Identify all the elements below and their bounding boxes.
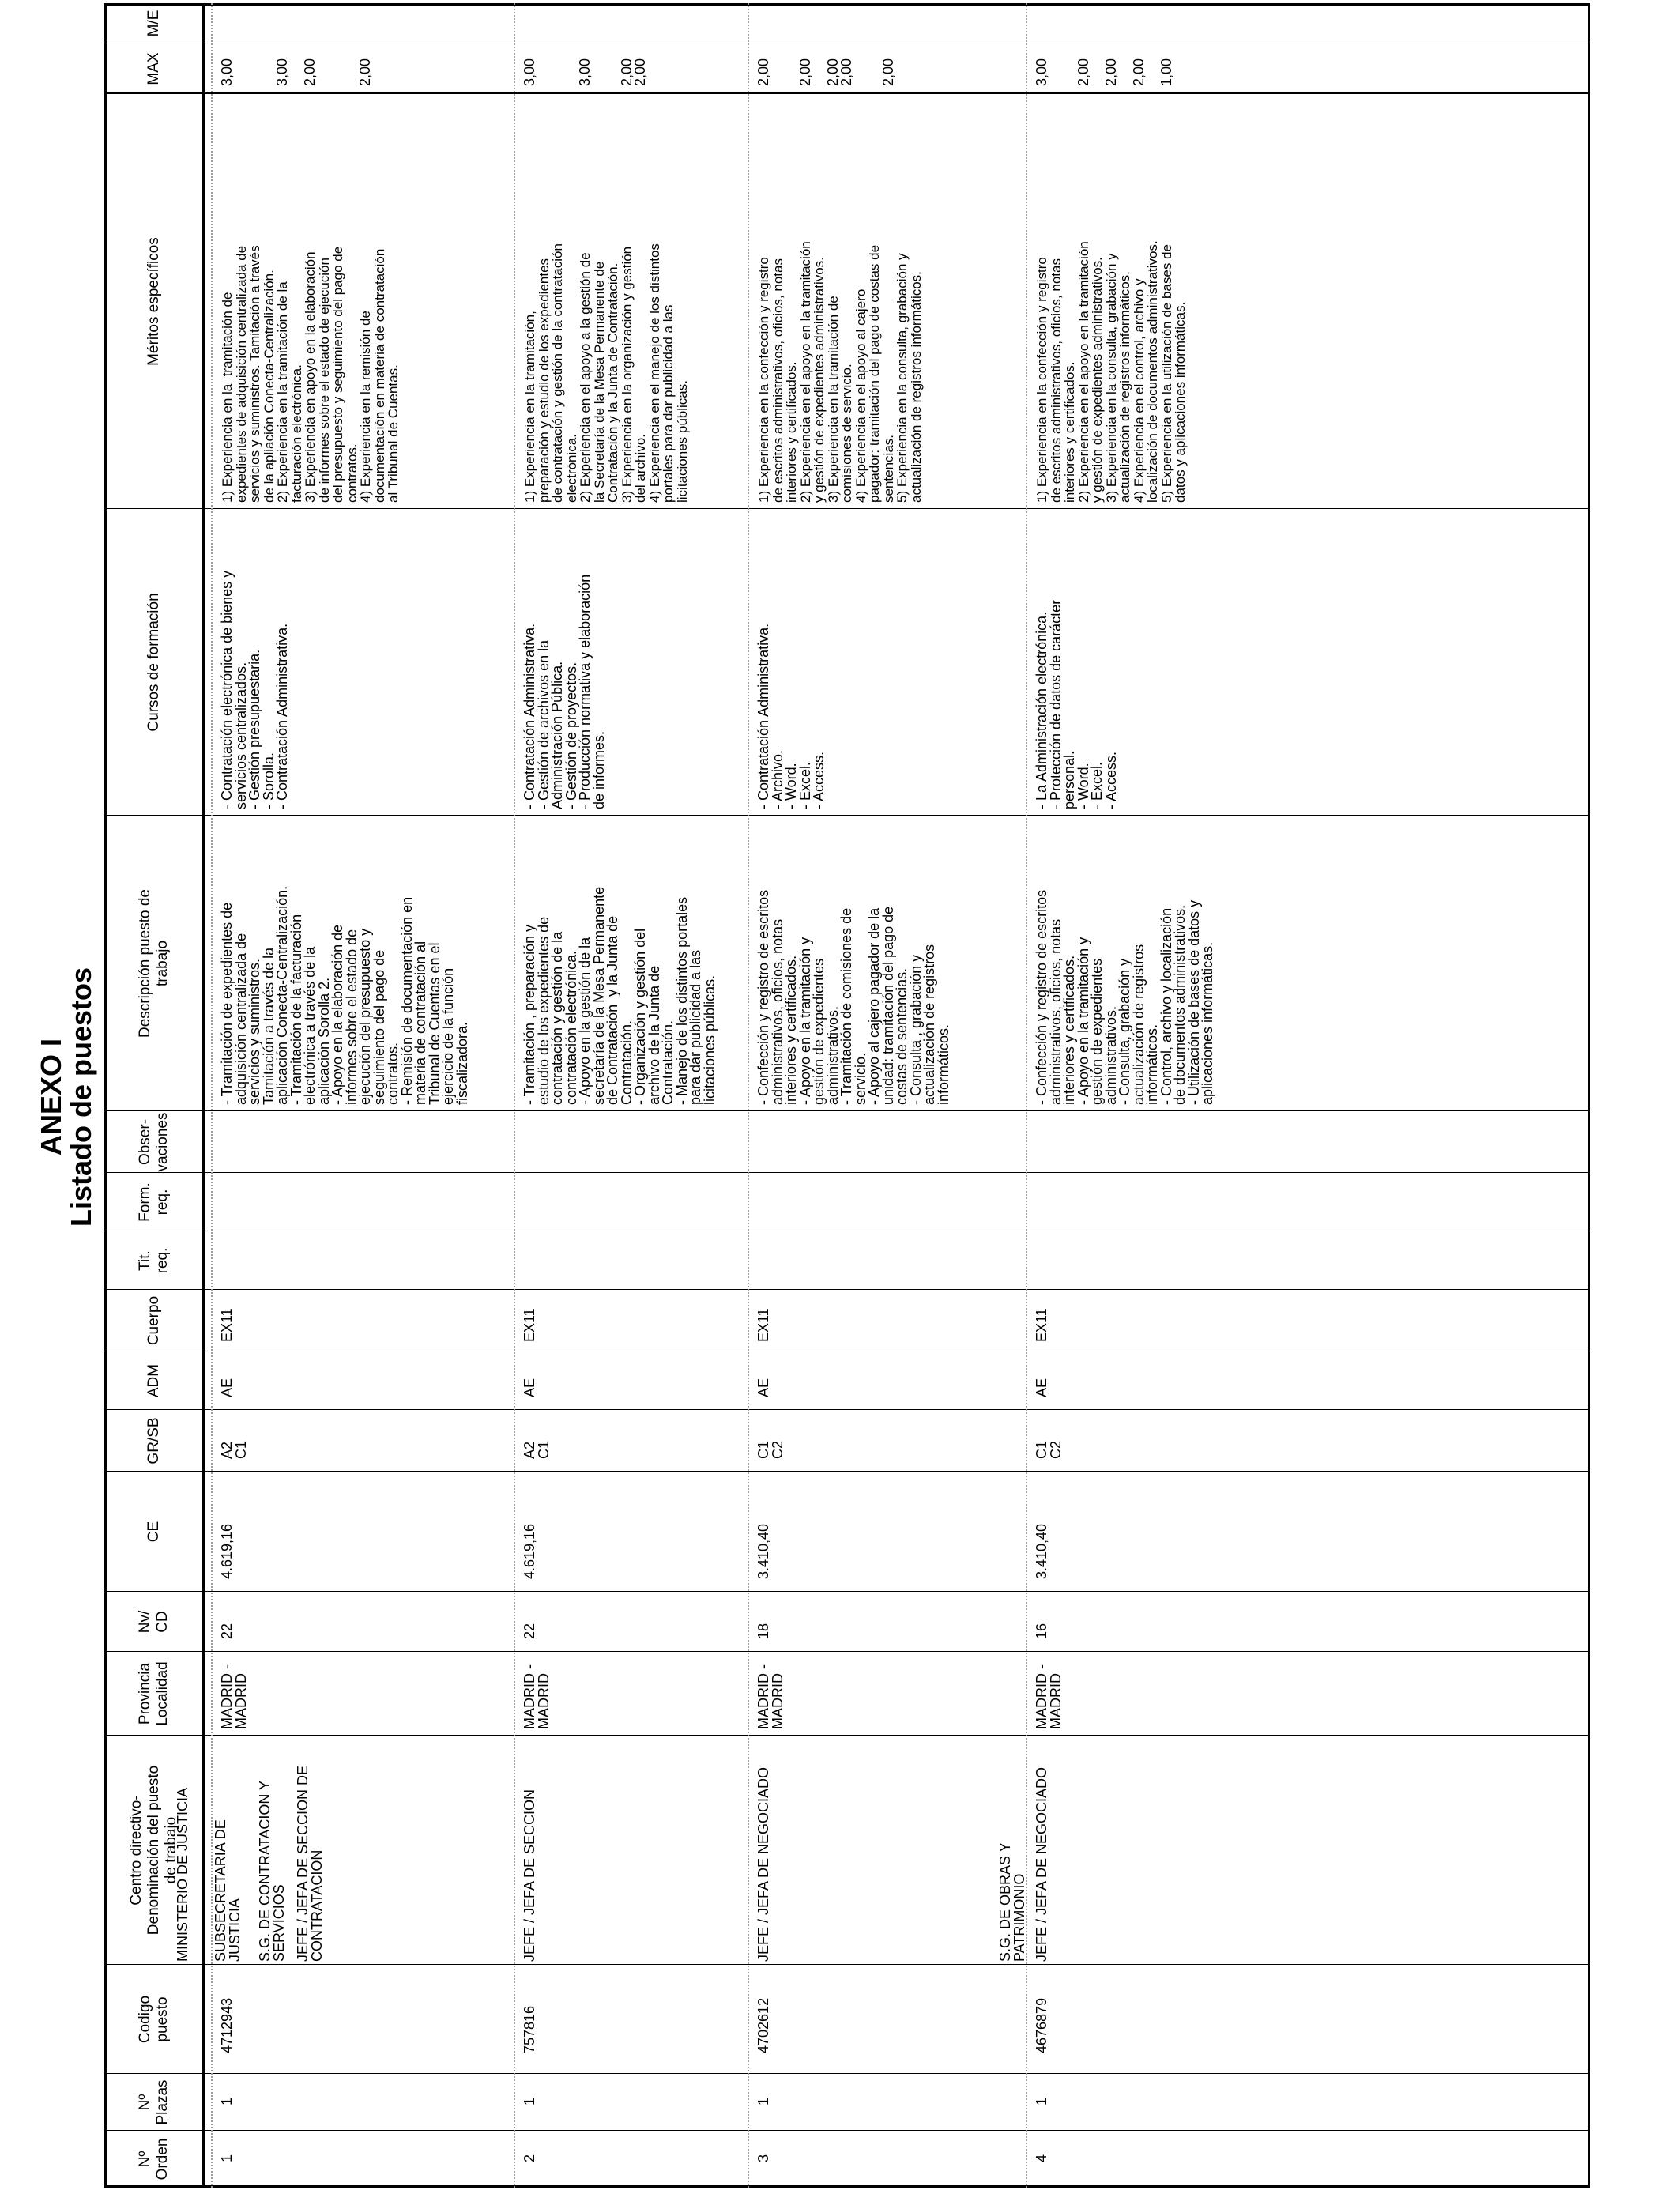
cell-adm: AE bbox=[522, 1378, 537, 1397]
annex-subtitle: Listado de puestos bbox=[65, 967, 97, 1227]
cell-grupo: C1 C2 bbox=[755, 1440, 785, 1459]
max-score: 1,00 bbox=[1158, 58, 1174, 86]
cell-descripcion: - Tramitación , preparación y estudio de los expedientes de contratación y gestión de la contratación electrónica. - Apoyo en la gestión de la secretaría de la Mesa Permanente de Contratación y la Junta de Contratación. - Organización y gestión del archivo de la Junta de Contratación. - Manejo de los distintos portales para dar publicidad a las licitaciones públicas. bbox=[522, 886, 718, 1105]
max-score: 2,00 bbox=[302, 58, 318, 86]
max-score: 3,00 bbox=[522, 58, 537, 86]
cell-provincia: MADRID - MADRID bbox=[1034, 1664, 1064, 1729]
cell-cuerpo: EX11 bbox=[522, 1308, 537, 1342]
centro-line: MINISTERIO DE JUSTICIA bbox=[175, 1787, 190, 1962]
header-titulacion: Tit. req. bbox=[137, 1247, 171, 1274]
column-separator bbox=[104, 815, 1590, 816]
max-score: 2,00 bbox=[797, 58, 813, 86]
table-border-bottom bbox=[1588, 3, 1590, 2188]
centro-line: S.G. DE OBRAS Y PATRIMONIO bbox=[997, 1842, 1027, 1962]
column-separator bbox=[104, 1471, 1590, 1472]
max-score: 2,00 bbox=[824, 58, 841, 86]
cell-orden: 2 bbox=[522, 2154, 537, 2162]
centro-line: SUBSECRETARIA DE JUSTICIA bbox=[213, 1819, 243, 1962]
header-provincia: Provincia Localidad bbox=[137, 1661, 171, 1726]
cell-grupo: C1 C2 bbox=[1034, 1440, 1064, 1459]
centro-line: JEFE / JEFA DE NEGOCIADO bbox=[1034, 1766, 1049, 1962]
table-border-top bbox=[104, 3, 107, 2188]
header-cuerpo: Cuerpo bbox=[145, 1295, 162, 1346]
column-separator bbox=[104, 1964, 1590, 1965]
header-meritos: Méritos específicos bbox=[145, 237, 162, 366]
cell-codigo: 4712943 bbox=[219, 1997, 235, 2053]
cell-nivel: 22 bbox=[219, 1623, 235, 1639]
max-score: 2,00 bbox=[1102, 58, 1119, 86]
cell-plazas: 1 bbox=[219, 2097, 235, 2105]
cell-ce: 3.410,40 bbox=[755, 1523, 771, 1579]
max-score: 3,00 bbox=[219, 58, 235, 86]
column-separator bbox=[104, 1591, 1590, 1592]
cell-orden: 4 bbox=[1034, 2154, 1049, 2162]
cell-provincia: MADRID - MADRID bbox=[219, 1664, 249, 1729]
row-separator bbox=[1026, 3, 1027, 2188]
cell-meritos: 1) Experiencia en la tramitación, preparación y estudio de los expedientes de contratación y gestión de la contratación electrónica. 2) Experiencia en el apoyo a la gestión de la Secretaría de la Mesa Permanente de Contratación y la Junta de Contratación. 3) Experiencia en la organización y gestión del archivo. 4) Experiencia en el manejo de los distintos portales para dar publicidad a las licitaciones públicas. bbox=[522, 243, 690, 503]
cell-plazas: 1 bbox=[755, 2097, 771, 2105]
max-score: 3,00 bbox=[1034, 58, 1049, 86]
centro-line: JEFE / JEFA DE SECCION DE CONTRATACION bbox=[295, 1765, 325, 1962]
row-separator bbox=[514, 3, 515, 2188]
cell-grupo: A2 C1 bbox=[522, 1440, 552, 1459]
annex-title: ANEXO I bbox=[35, 1038, 67, 1156]
cell-ce: 3.410,40 bbox=[1034, 1523, 1049, 1579]
header-grupo: GR/SB bbox=[145, 1417, 162, 1465]
cell-descripcion: - Tramitación de expedientes de adquisición centralizada de servicios y suministros. Tamitación a través de la aplicación Conecta-Centralización. - Tramitación de la facturación electrónica a través de la aplicación Sorolla 2. - Apoyo en la elaboración de informes sobre el estado de ejecución del presupuesto y seguimiento del pago de contratos. - Remisión de documentación en materia de contratación al Tribunal de Cuentas en el ejercicio de la función fiscalizadora. bbox=[219, 885, 470, 1105]
column-separator bbox=[104, 508, 1590, 509]
column-separator bbox=[104, 3, 1590, 6]
header-max: MAX bbox=[145, 52, 162, 85]
cell-ce: 4.619,16 bbox=[522, 1523, 537, 1579]
max-score: 2,00 bbox=[618, 58, 635, 86]
cell-orden: 1 bbox=[219, 2154, 235, 2162]
max-score: 2,00 bbox=[357, 58, 373, 86]
cell-cursos: - Contratación Administrativa. - Archivo. - Word. - Excel. - Access. bbox=[755, 623, 827, 809]
cell-adm: AE bbox=[1034, 1378, 1049, 1397]
header-separator bbox=[202, 3, 205, 2188]
header-formacion: Form. req. bbox=[137, 1182, 171, 1222]
column-separator bbox=[104, 1735, 1590, 1736]
header-codigo: Codigo puesto bbox=[137, 1995, 171, 2044]
cell-adm: AE bbox=[755, 1378, 771, 1397]
centro-line: JEFE / JEFA DE SECCION bbox=[522, 1789, 537, 1962]
cell-nivel: 18 bbox=[755, 1623, 771, 1639]
column-separator bbox=[104, 1110, 1590, 1111]
cell-provincia: MADRID - MADRID bbox=[522, 1664, 552, 1729]
centro-line: S.G. DE CONTRATACION Y SERVICIOS bbox=[257, 1780, 287, 1962]
header-descripcion: Descripción puesto de trabajo bbox=[137, 889, 171, 1038]
column-separator bbox=[104, 1651, 1590, 1652]
header-me: M/E bbox=[145, 9, 162, 37]
cell-cursos: - Contratación Administrativa. - Gestión de archivos en la Administración Pública. - Gestión de proyectos. - Producción normativa y elaboración de informes. bbox=[522, 574, 607, 809]
cell-codigo: 4702612 bbox=[755, 1997, 771, 2053]
max-score: 2,00 bbox=[1075, 58, 1091, 86]
max-score: 3,00 bbox=[577, 58, 593, 86]
cell-meritos: 1) Experiencia en la tramitación de expedientes de adquisición centralizada de servicios y suministros. Tamitación a través de la apliación Conecta-Centralización. 2) Experiencia en la tramitación de la facturación electrónica. 3) Experiencia en apoyo en la elaboración de informes sobre el estado de ejecución del presupuesto y seguimiento del pago de contratos. 4) Experiencia en la remisión de documentación en materia de contratación al Tribunal de Cuentas. bbox=[220, 245, 401, 503]
cell-codigo: 4676879 bbox=[1034, 1997, 1049, 2053]
centro-line: JEFE / JEFA DE NEGOCIADO bbox=[755, 1766, 771, 1962]
cell-nivel: 16 bbox=[1034, 1623, 1049, 1639]
max-score: 2,00 bbox=[755, 58, 771, 86]
cell-cursos: - La Administración electrónica. - Protección de datos de carácter personal. - Word. - Excel. - Access. bbox=[1034, 599, 1119, 809]
header-orden: Nº Orden bbox=[137, 2138, 171, 2181]
cell-meritos: 1) Experiencia en la confección y registro de escritos administrativos, oficios, notas interiores y certificados. 2) Experiencia en el apoyo en la tramitación y gestión de expedientes administrativos. 3) Experiencia en la tramitación de comisiones de servicio. 4) Experiencia en el apoyo al cajero pagador: tramitación del pago de costas de sentencias. 5) Experiencia en la consulta, grabación y actualización de registros informáticos. bbox=[756, 241, 924, 503]
column-separator bbox=[104, 1409, 1590, 1410]
row-separator bbox=[748, 3, 749, 2188]
cell-descripcion: - Confección y registro de escritos administrativos, oficios, notas interiores y certificados. - Apoyo en la tramitación y gestión de expedientes administrativos. - Consulta, grabación y actualización de registros informáticos. - Control, archivo y localización de documentos administrativos. - Utilización de bases de datos y aplicaciones informáticas. bbox=[1034, 889, 1215, 1105]
column-separator bbox=[104, 1289, 1590, 1290]
cell-provincia: MADRID - MADRID bbox=[755, 1664, 785, 1729]
max-score: 2,00 bbox=[632, 58, 648, 86]
max-score: 2,00 bbox=[880, 58, 896, 86]
cell-plazas: 1 bbox=[1034, 2097, 1049, 2105]
cell-descripcion: - Confección y registro de escritos administrativos, oficios, notas interiores y certificados. - Apoyo en la tramitación y gestión de expedientes administrativos. - Tramitación de comisiones de servicio. - Apoyo al cajero pagador de la unidad: tramitación del pago de costas de sentencias. - Consulta , grabación y actualización de registros informáticos. bbox=[755, 889, 951, 1105]
header-ce: CE bbox=[145, 1521, 162, 1543]
header-plazas: Nº Plazas bbox=[137, 2079, 171, 2125]
column-separator bbox=[104, 92, 1590, 94]
cell-cuerpo: EX11 bbox=[219, 1308, 235, 1342]
row-separator bbox=[211, 3, 213, 2188]
page-title bbox=[36, 967, 96, 1227]
cell-cuerpo: EX11 bbox=[755, 1308, 771, 1342]
cell-cuerpo: EX11 bbox=[1034, 1308, 1049, 1342]
cell-codigo: 757816 bbox=[522, 2005, 537, 2053]
positions-table bbox=[104, 3, 1590, 2188]
column-separator bbox=[104, 2185, 1590, 2188]
cell-nivel: 22 bbox=[522, 1623, 537, 1639]
cell-ce: 4.619,16 bbox=[219, 1523, 235, 1579]
column-separator bbox=[104, 2073, 1590, 2074]
header-nivel: Nv/ CD bbox=[137, 1610, 171, 1634]
column-separator bbox=[104, 2130, 1590, 2131]
max-score: 2,00 bbox=[1130, 58, 1147, 86]
cell-plazas: 1 bbox=[522, 2097, 537, 2105]
cell-orden: 3 bbox=[755, 2154, 771, 2162]
cell-cursos: - Contratación electrónica de bienes y servicios centralizados. - Gestión presupuestaria. - Sorolla. - Contratación Administrativa. bbox=[219, 570, 290, 809]
header-centro: Centro directivo- Denominación del puesto de trabajo bbox=[128, 1765, 179, 1936]
header-cursos: Cursos de formación bbox=[145, 593, 162, 732]
cell-grupo: A2 C1 bbox=[219, 1440, 249, 1459]
cell-adm: AE bbox=[219, 1378, 235, 1397]
max-score: 2,00 bbox=[838, 58, 854, 86]
column-separator bbox=[104, 1172, 1590, 1173]
header-adm: ADM bbox=[145, 1363, 162, 1398]
header-observaciones: Obser- vaciones bbox=[137, 1112, 171, 1172]
cell-meritos: 1) Experiencia en la confección y registro de escritos administrativos, oficios, notas interiores y certificados. 2) Experiencia en el apoyo en la tramitación y gestión de expedientes administrativos. 3) Experiencia en la consulta, grabación y actualización de registros informáticos. 4) Experiencia en el control, archivo y localización de documentos administrativos. 5) Experiencia en la utilización de bases de datos y aplicaciones informáticas. bbox=[1034, 240, 1188, 503]
max-score: 3,00 bbox=[274, 58, 290, 86]
